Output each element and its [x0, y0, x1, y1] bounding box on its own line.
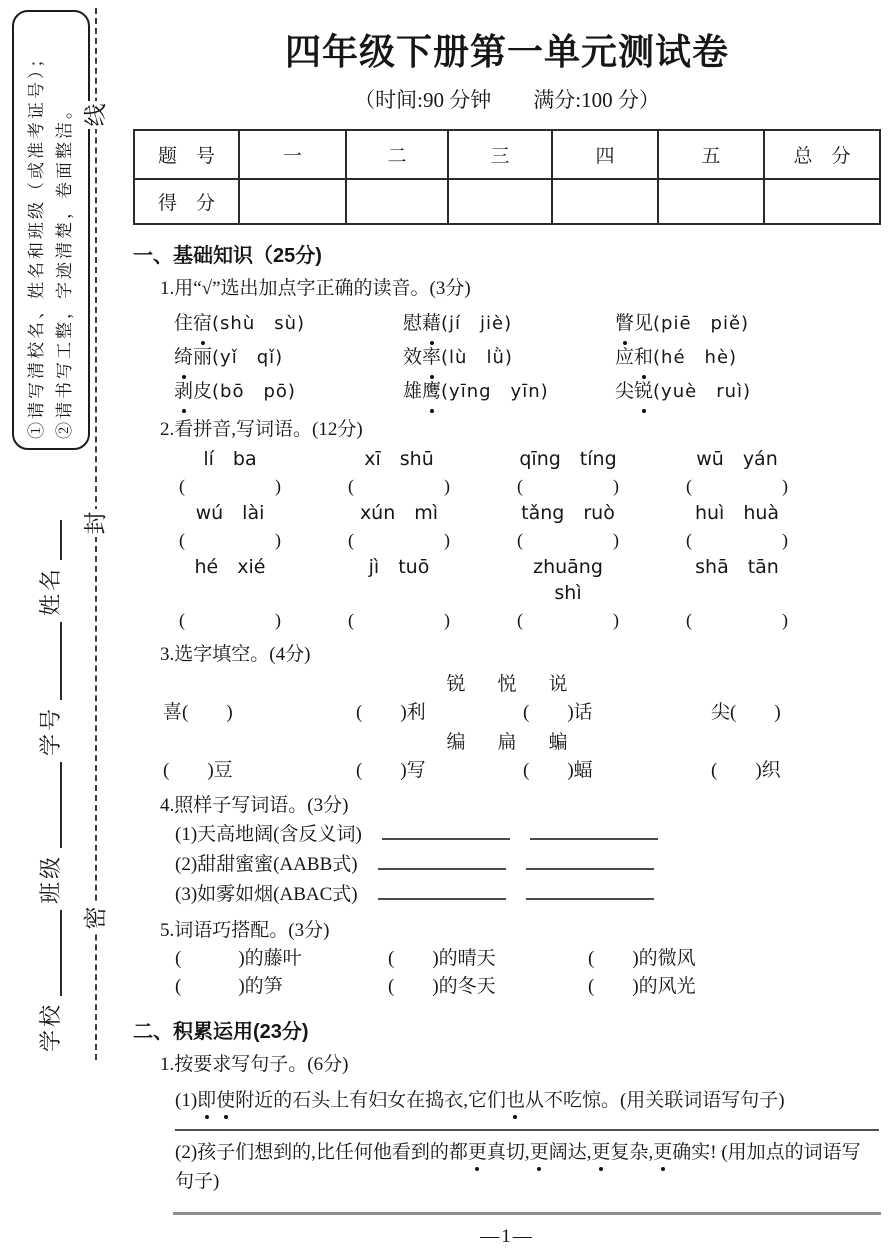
pinyin-word: wú lài	[195, 502, 265, 524]
answer-bracket: ( )	[179, 530, 281, 550]
write-blank	[378, 854, 506, 870]
page-number: —1—	[480, 1226, 534, 1247]
score-row-label: 得 分	[135, 178, 238, 223]
sentence-text: 附近的石头上有妇女在捣衣,它们	[235, 1090, 506, 1111]
hanzi: 见	[634, 313, 654, 334]
q2-bracket-row	[174, 472, 881, 500]
pinyin-options: (jí jiè)	[441, 313, 513, 334]
emphasized-char: 更	[591, 1138, 610, 1167]
candidate-character: 编	[446, 732, 466, 753]
pinyin-word: tǎng ruò	[521, 502, 615, 524]
instruction-line-1: ①请写清校名、姓名和班级（或准考证号）；	[27, 47, 46, 439]
page-subtitle: （时间:90 分钟 满分:100 分）	[354, 88, 660, 112]
pinyin-options: (hé hè)	[653, 347, 738, 368]
score-table-header-cell: 四	[551, 131, 657, 178]
dotted-hanzi: 绮	[174, 341, 193, 375]
q1-label: 1.用“√”选出加点字正确的读音。(3分)	[160, 278, 471, 299]
field-blank	[36, 762, 62, 848]
q2-pinyin-row	[174, 554, 881, 606]
field-label: 班级	[38, 853, 63, 904]
write-blank	[526, 854, 654, 870]
sentence-1	[175, 1086, 887, 1115]
score-table-header-cell: 题 号	[157, 146, 215, 167]
seal-char-feng: 封	[81, 509, 111, 537]
instruction-line-2: ②请书写工整，字迹清楚，卷面整洁。	[55, 99, 74, 439]
pattern-example: (2)甜甜蜜蜜(AABB式)	[175, 854, 358, 875]
collocation-item: ( )的笋	[175, 976, 283, 997]
s2-q1-label: 1.按要求写句子。(6分)	[160, 1054, 349, 1075]
pinyin-options: (yuè ruì)	[653, 381, 752, 402]
score-cell-empty	[763, 178, 879, 223]
q1-row	[174, 375, 881, 409]
dotted-hanzi: 宿	[193, 307, 212, 341]
q5-row	[133, 973, 881, 1001]
q3-character-bank	[133, 729, 881, 757]
q2-bracket-row	[174, 606, 881, 634]
emphasized-char: 更	[530, 1138, 549, 1167]
score-cell-empty	[657, 178, 763, 223]
score-cell-empty	[551, 178, 657, 223]
answer-bracket: ( )	[517, 530, 619, 550]
candidate-character: 说	[548, 674, 568, 695]
score-table-header-cell: 二	[345, 131, 447, 178]
field-blank	[36, 910, 62, 996]
reading-choice-item	[174, 307, 403, 341]
dotted-hanzi: 率	[422, 341, 441, 375]
sentence-text: 阔达,	[548, 1142, 592, 1163]
reading-choice-item	[403, 341, 615, 375]
q1-reading-items	[133, 307, 881, 409]
pinyin-options: (yǐ qǐ)	[212, 347, 284, 368]
collocation-item: ( )的风光	[588, 976, 696, 997]
sentence-2	[175, 1138, 887, 1196]
fill-blank-item: ( )豆	[163, 760, 233, 781]
dotted-hanzi: 和	[634, 341, 653, 375]
dotted-hanzi: 锐	[634, 375, 653, 409]
reading-choice-item	[403, 375, 615, 409]
write-blank	[526, 884, 654, 900]
exam-instructions-rotated	[23, 19, 79, 439]
exam-instruction-box	[12, 10, 90, 450]
section1-heading: 一、基础知识（25分)	[133, 245, 322, 267]
candidate-character: 锐	[446, 674, 466, 695]
pinyin-word: xún mì	[359, 502, 439, 524]
field-label: 学号	[38, 705, 63, 756]
answer-bracket: ( )	[179, 610, 281, 630]
emphasized-char: 也	[506, 1086, 525, 1115]
pinyin-options: (yīng yīn)	[441, 381, 549, 402]
hanzi: 皮	[193, 381, 213, 402]
answer-bracket: ( )	[686, 476, 788, 496]
score-table-header-cell: 三	[447, 131, 551, 178]
hanzi: 住	[174, 313, 194, 334]
hanzi: 应	[615, 347, 635, 368]
candidate-character: 蝙	[548, 732, 568, 753]
answer-bracket: ( )	[348, 476, 450, 496]
section2-heading: 二、积累运用(23分)	[133, 1021, 309, 1043]
pinyin-options: (lù lǜ)	[441, 347, 513, 368]
hanzi: 雄	[403, 381, 423, 402]
q2-pinyin-grid	[133, 446, 881, 634]
collocation-item: ( )的藤叶	[175, 948, 302, 969]
emphasized-char: 即	[197, 1086, 216, 1115]
pinyin-options: (piē piě)	[653, 313, 750, 334]
write-blank	[378, 884, 506, 900]
pattern-example: (3)如雾如烟(ABAC式)	[175, 884, 358, 905]
reading-choice-item	[403, 307, 615, 341]
answer-bracket: ( )	[517, 610, 619, 630]
answer-line-2	[173, 1212, 881, 1215]
q5-collocation-rows	[133, 945, 881, 1001]
write-blank	[382, 824, 510, 840]
pinyin-options: (bō pō)	[212, 381, 296, 402]
answer-bracket: ( )	[517, 476, 619, 496]
collocation-item: ( )的冬天	[388, 976, 496, 997]
seal-char-mi: 密	[81, 904, 111, 932]
score-table-header-cell: 一	[238, 131, 345, 178]
collocation-item: ( )的微风	[588, 948, 696, 969]
page-title: 四年级下册第一单元测试卷	[284, 31, 729, 72]
sentence-text: 真切,	[486, 1142, 530, 1163]
pinyin-word: hé xié	[194, 556, 266, 578]
answer-bracket: ( )	[686, 530, 788, 550]
student-info-fields	[34, 450, 66, 1052]
score-table-header-cell: 总 分	[763, 131, 879, 178]
score-cell-empty	[345, 178, 447, 223]
pinyin-word: qīng tíng	[519, 448, 617, 470]
pinyin-word: zhuāng shì	[533, 556, 622, 604]
candidate-character: 悦	[497, 674, 517, 695]
answer-bracket: ( )	[686, 610, 788, 630]
pinyin-word: wū yán	[696, 448, 778, 470]
seal-char-xian: 线	[81, 101, 111, 129]
answer-line-1	[175, 1129, 879, 1131]
emphasized-char: 使	[216, 1086, 235, 1115]
q4-pattern-line	[175, 820, 881, 850]
hanzi: 尖	[615, 381, 635, 402]
hanzi: 丽	[193, 347, 213, 368]
q2-bracket-row	[174, 526, 881, 554]
reading-choice-item	[615, 375, 881, 409]
emphasized-char: 更	[653, 1138, 672, 1167]
hanzi: 效	[403, 347, 423, 368]
q1-row	[174, 341, 881, 375]
sentence-text: 复杂,	[610, 1142, 654, 1163]
hanzi: 慰	[403, 313, 423, 334]
sentence-text: 句子)	[175, 1171, 220, 1192]
q4-word-pattern-lines	[133, 820, 881, 910]
answer-bracket: ( )	[348, 530, 450, 550]
dotted-hanzi: 剥	[174, 375, 193, 409]
reading-choice-item	[174, 341, 403, 375]
emphasized-char: 更	[468, 1138, 487, 1167]
fill-blank-item: ( )蝠	[523, 760, 593, 781]
fill-blank-item: 喜( )	[163, 702, 233, 723]
q5-label: 5.词语巧搭配。(3分)	[160, 920, 330, 941]
reading-choice-item	[615, 341, 881, 375]
field-label: 姓名	[38, 565, 63, 616]
q3-fill-groups	[133, 671, 881, 785]
q1-row	[174, 307, 881, 341]
write-blank	[530, 824, 658, 840]
q3-item-row	[133, 699, 881, 727]
q2-pinyin-row	[174, 446, 881, 472]
pinyin-word: lí ba	[203, 448, 257, 470]
pinyin-word: jì tuō	[368, 556, 430, 578]
candidate-character: 扁	[497, 732, 517, 753]
fill-blank-item: ( )话	[523, 702, 593, 723]
answer-bracket: ( )	[348, 610, 450, 630]
fill-blank-item: ( )写	[356, 760, 426, 781]
q5-row	[133, 945, 881, 973]
field-blank	[36, 622, 62, 700]
q2-pinyin-row	[174, 500, 881, 526]
sentence-text: 从不吃惊。(用关联词语写句子)	[524, 1090, 785, 1111]
q3-item-row	[133, 757, 881, 785]
q4-pattern-line	[175, 850, 881, 880]
dotted-hanzi: 鹰	[422, 375, 441, 409]
sentence-text: 确实! (用加点的词语写	[672, 1142, 861, 1163]
fill-blank-item: ( )织	[711, 760, 781, 781]
field-label: 学校	[38, 1001, 63, 1052]
score-cell-empty	[238, 178, 345, 223]
pinyin-word: huì huà	[694, 502, 780, 524]
q3-character-bank	[133, 671, 881, 699]
pinyin-options: (shù sù)	[212, 313, 306, 334]
sentence-text: (1)	[175, 1090, 198, 1111]
dotted-hanzi: 藉	[422, 307, 441, 341]
q2-label: 2.看拼音,写词语。(12分)	[160, 419, 363, 440]
pattern-example: (1)天高地阔(含反义词)	[175, 824, 362, 845]
reading-choice-item	[615, 307, 881, 341]
score-table	[133, 129, 881, 225]
pinyin-word: xī shū	[364, 448, 434, 470]
q4-label: 4.照样子写词语。(3分)	[160, 795, 349, 816]
fill-blank-item: 尖( )	[711, 702, 781, 723]
reading-choice-item	[174, 375, 403, 409]
pinyin-word: shā tān	[695, 556, 779, 578]
score-cell-empty	[447, 178, 551, 223]
sentence-text: (2)孩子们想到的,比任何他看到的都	[175, 1142, 468, 1163]
score-table-header-cell: 五	[657, 131, 763, 178]
dotted-hanzi: 瞥	[615, 307, 634, 341]
collocation-item: ( )的晴天	[388, 948, 496, 969]
q3-label: 3.选字填空。(4分)	[160, 644, 311, 665]
fill-blank-item: ( )利	[356, 702, 426, 723]
exam-page	[133, 0, 881, 1248]
answer-bracket: ( )	[179, 476, 281, 496]
q4-pattern-line	[175, 880, 881, 910]
field-blank	[36, 520, 62, 560]
